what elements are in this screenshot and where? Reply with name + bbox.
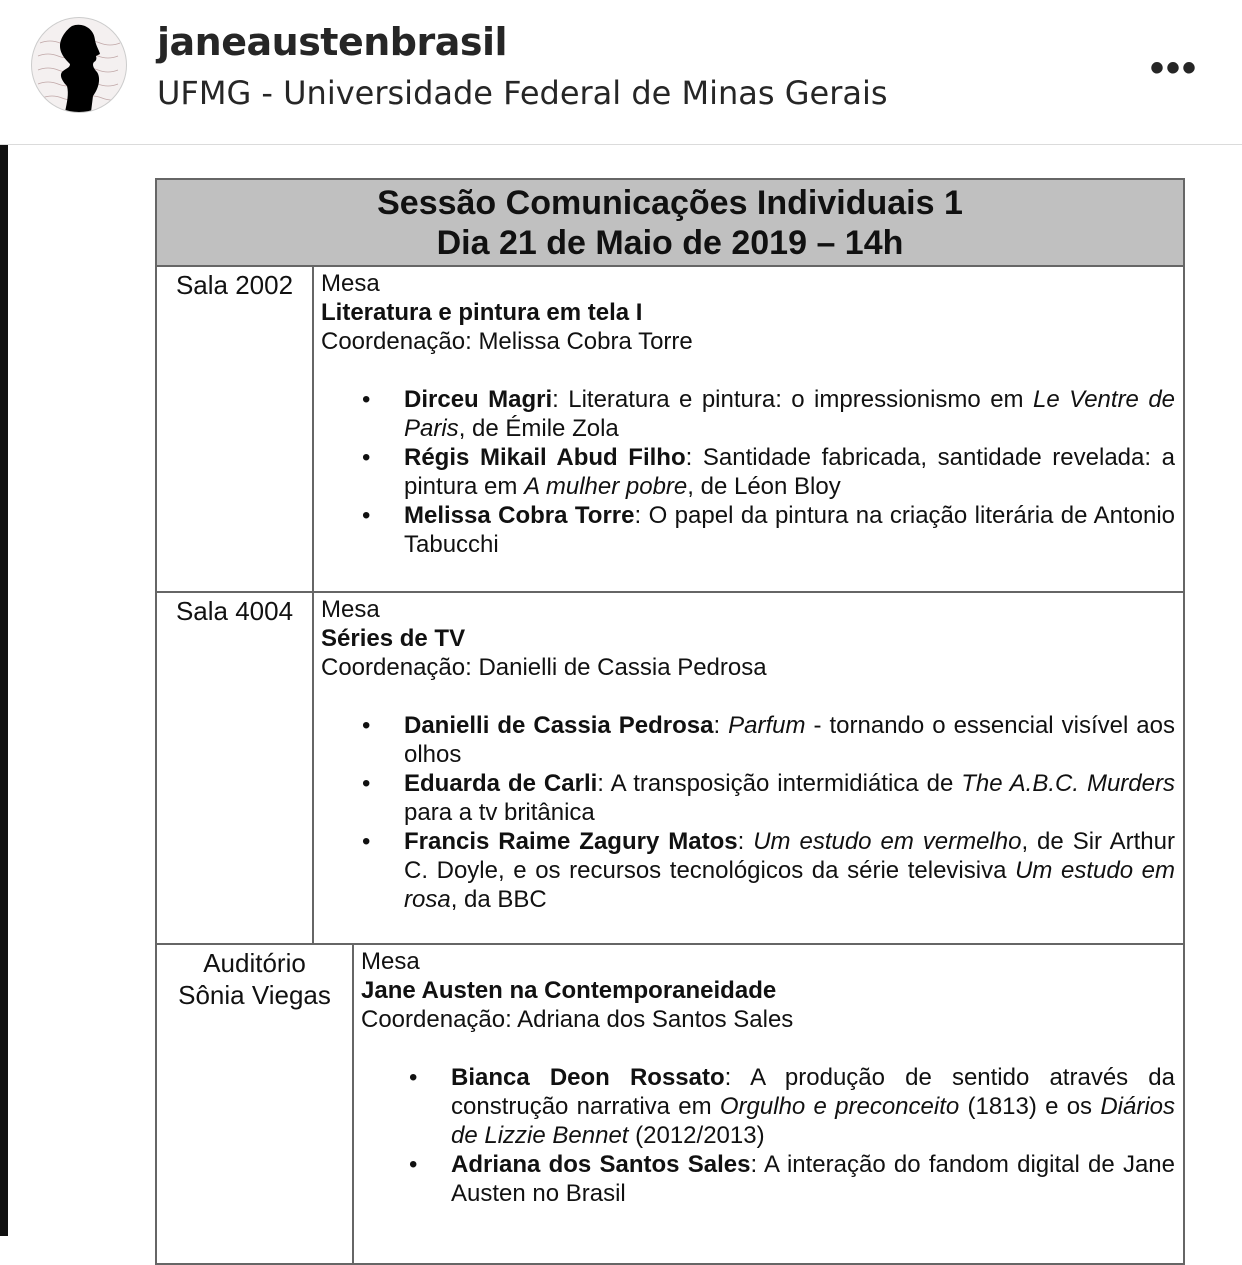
presentation-item: [321, 501, 1175, 559]
work-title: Um estudo em rosa: [404, 857, 1175, 913]
coordination: Coordenação: Danielli de Cassia Pedrosa: [321, 654, 767, 681]
presentation-list: [321, 711, 1175, 914]
mesa-title: Jane Austen na Contemporaneidade: [361, 977, 777, 1004]
presentation-text: : O papel da pintura na criação literária de Antonio Tabucchi: [404, 502, 1175, 558]
mesa-label: Mesa: [361, 948, 420, 975]
work-title: Diários de Lizzie Bennet: [451, 1093, 1175, 1149]
work-title: Parfum: [728, 712, 806, 739]
presentation-text: , da BBC: [450, 886, 547, 913]
presentation-item: [321, 443, 1175, 501]
presentation-item: [368, 1063, 1175, 1150]
mesa-label: Mesa: [321, 270, 380, 297]
work-title: Orgulho e preconceito: [719, 1093, 960, 1120]
presentation-item: [321, 769, 1175, 827]
location-link[interactable]: UFMG - Universidade Federal de Minas Gerais: [157, 74, 888, 112]
work-title: The A.B.C. Murders: [961, 770, 1175, 797]
room-name: Auditório Sônia Viegas: [157, 945, 354, 1263]
presentation-text: , de Léon Bloy: [687, 473, 841, 500]
presentation-text: para a tv britânica: [404, 799, 595, 826]
presentation-text: (1813) e os: [959, 1093, 1101, 1120]
mesa-cell: [354, 945, 1183, 1263]
presenter-name: Dirceu Magri: [404, 386, 553, 413]
schedule-document: [155, 178, 1185, 1265]
work-title: Um estudo em vermelho: [753, 828, 1022, 855]
room-name: Sala 4004: [157, 593, 314, 943]
presentation-item: [321, 385, 1175, 443]
presentation-text: , de Sir Arthur C. Doyle, e os recursos tecnológicos da série televisiva: [404, 828, 1175, 884]
presenter-name: Melissa Cobra Torre: [404, 502, 635, 529]
post-header: [0, 0, 1242, 145]
work-title: Le Ventre de Paris: [404, 386, 1176, 442]
session-row: [157, 945, 1183, 1265]
presentation-text: : A produção de sentido através da construção narrativa em: [451, 1064, 1175, 1120]
presenter-name: Francis Raime Zagury Matos: [404, 828, 738, 855]
session-title: Sessão Comunicações Individuais 1: [377, 184, 963, 222]
more-options-icon[interactable]: •••: [1150, 46, 1199, 90]
presentation-text: :: [737, 828, 754, 855]
presentation-text: , de Émile Zola: [458, 415, 619, 442]
mesa-title: Literatura e pintura em tela I: [321, 299, 643, 326]
mesa-label: Mesa: [321, 596, 380, 623]
username[interactable]: janeaustenbrasil: [157, 20, 508, 64]
mesa-cell: [314, 593, 1183, 943]
left-edge-bar: [0, 145, 8, 1236]
mesa-title: Séries de TV: [321, 625, 466, 652]
presentation-text: : A interação do fandom digital de Jane Austen no Brasil: [451, 1151, 1176, 1207]
avatar[interactable]: [31, 17, 127, 113]
presentation-text: - tornando o essencial visível aos olhos: [404, 712, 1175, 768]
presenter-name: Danielli de Cassia Pedrosa: [404, 712, 714, 739]
presentation-item: [368, 1150, 1175, 1208]
presentation-text: : A transposição intermidiática de: [597, 770, 962, 797]
presenter-name: Régis Mikail Abud Filho: [404, 444, 686, 471]
presentation-list: [321, 385, 1175, 559]
presentation-text: (2012/2013): [628, 1122, 765, 1149]
room-name: Sala 2002: [157, 267, 314, 591]
coordination: Coordenação: Melissa Cobra Torre: [321, 328, 693, 355]
session-date: Dia 21 de Maio de 2019 – 14h: [436, 224, 904, 262]
presentation-text: : Literatura e pintura: o impressionismo em: [552, 386, 1033, 413]
presentation-item: [321, 711, 1175, 769]
session-row: [157, 267, 1183, 593]
presentation-item: [321, 827, 1175, 914]
silhouette-icon: [32, 18, 126, 112]
presentation-text: :: [713, 712, 729, 739]
document-header: [157, 180, 1183, 267]
coordination: Coordenação: Adriana dos Santos Sales: [361, 1006, 794, 1033]
presentation-text: : Santidade fabricada, santidade revelada: a pintura em: [404, 444, 1175, 500]
presenter-name: Bianca Deon Rossato: [451, 1064, 725, 1091]
presenter-name: Eduarda de Carli: [404, 770, 598, 797]
mesa-cell: [314, 267, 1183, 591]
presentation-list: [368, 1063, 1175, 1208]
work-title: A mulher pobre: [524, 473, 688, 500]
presenter-name: Adriana dos Santos Sales: [451, 1151, 751, 1178]
session-row: [157, 593, 1183, 945]
